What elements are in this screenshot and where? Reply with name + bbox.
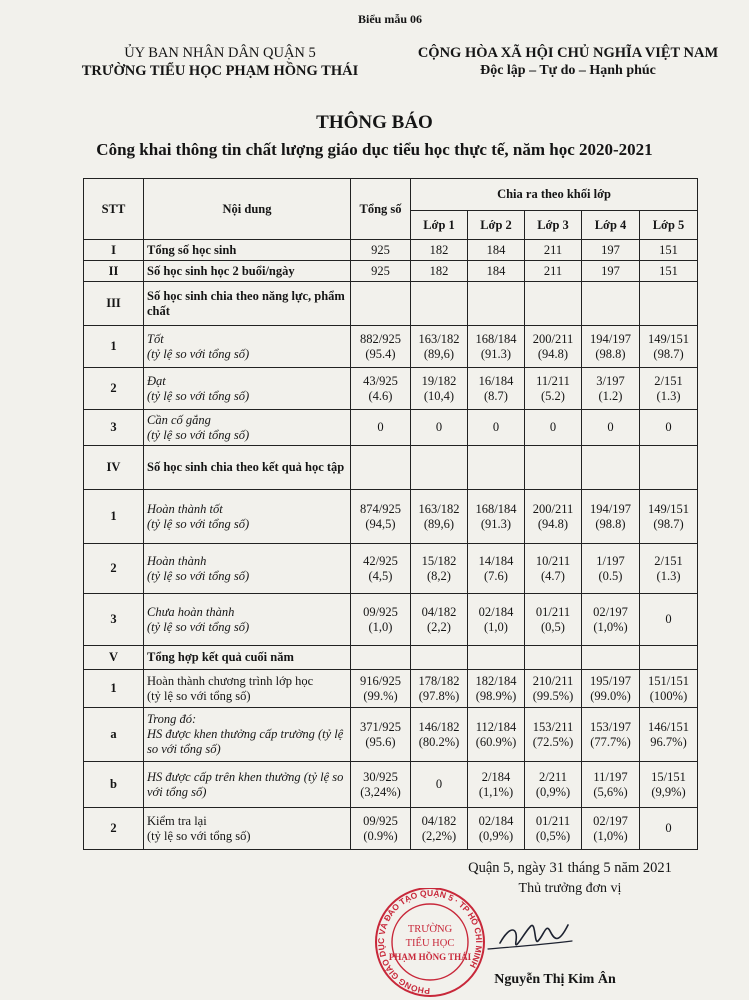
table-row — [84, 594, 698, 646]
row-content-note: (tỷ lệ so với tổng số) — [147, 346, 250, 361]
row-grade-5: 151 — [640, 240, 698, 261]
row-grade-1: 15/182 (8,2) — [411, 544, 468, 594]
header-content: Nội dung — [144, 179, 351, 240]
row-content-label: Đạt — [147, 373, 166, 388]
row-total — [351, 446, 411, 490]
row-stt: 3 — [84, 410, 144, 446]
row-content-note: (tỷ lệ so với tổng số) — [147, 619, 250, 634]
row-content-label: Số học sinh chia theo kết quả học tập — [147, 460, 345, 474]
row-grade-4: 197 — [582, 240, 640, 261]
row-content — [144, 410, 351, 446]
row-grade-5: 2/151 (1.3) — [640, 368, 698, 410]
row-content-label: Số học sinh học 2 buổi/ngày — [147, 263, 295, 278]
row-content — [144, 762, 351, 808]
row-stt: 2 — [84, 544, 144, 594]
row-grade-5: 151 — [640, 261, 698, 282]
row-content-label: Kiểm tra lại — [147, 813, 207, 828]
row-grade-4: 02/197 (1,0%) — [582, 594, 640, 646]
row-grade-5: 2/151 (1.3) — [640, 544, 698, 594]
row-grade-1: 163/182 (89,6) — [411, 326, 468, 368]
row-total: 874/925 (94,5) — [351, 490, 411, 544]
row-total: 882/925 (95.4) — [351, 326, 411, 368]
row-content — [144, 446, 351, 490]
table-row — [84, 544, 698, 594]
row-grade-5 — [640, 282, 698, 326]
row-grade-5 — [640, 646, 698, 670]
row-grade-4: 11/197 (5,6%) — [582, 762, 640, 808]
row-grade-2 — [468, 646, 525, 670]
row-grade-2: 168/184 (91.3) — [468, 490, 525, 544]
row-grade-2: 112/184 (60.9%) — [468, 708, 525, 762]
row-grade-5: 151/151 (100%) — [640, 670, 698, 708]
row-grade-5: 0 — [640, 808, 698, 850]
form-number: Biểu mẫu 06 — [357, 12, 422, 26]
row-grade-5: 15/151 (9,9%) — [640, 762, 698, 808]
row-content-label: Hoàn thành chương trình lớp học — [147, 673, 314, 688]
row-grade-1 — [411, 446, 468, 490]
row-content-label: HS được cấp trên khen thưởng (tỷ lệ so với tổng số) — [147, 769, 344, 799]
row-content — [144, 490, 351, 544]
table-row — [84, 490, 698, 544]
row-grade-1: 04/182 (2,2) — [411, 594, 468, 646]
row-grade-3: 01/211 (0,5%) — [525, 808, 582, 850]
table-row — [84, 282, 698, 326]
row-stt: II — [84, 261, 144, 282]
row-grade-2: 16/184 (8.7) — [468, 368, 525, 410]
row-content — [144, 326, 351, 368]
row-content-label: Tổng hợp kết quả cuối năm — [147, 650, 294, 664]
row-grade-4: 195/197 (99.0%) — [582, 670, 640, 708]
row-grade-1: 182 — [411, 240, 468, 261]
row-grade-4 — [582, 646, 640, 670]
header-stt: STT — [84, 179, 144, 240]
row-total: 09/925 (1,0) — [351, 594, 411, 646]
seal-line3: PHẠM HỒNG THÁI — [388, 952, 472, 962]
row-content — [144, 808, 351, 850]
row-grade-5: 0 — [640, 594, 698, 646]
seal-line1: TRƯỜNG — [407, 924, 453, 935]
row-stt: 2 — [84, 808, 144, 850]
row-content-label: Chưa hoàn thành — [147, 604, 235, 619]
row-content-label: Trong đó: HS được khen thưởng cấp trường (tỷ lệ so với tổng số) — [147, 712, 344, 756]
row-grade-1: 0 — [411, 762, 468, 808]
row-stt: 2 — [84, 368, 144, 410]
row-grade-1: 04/182 (2,2%) — [411, 808, 468, 850]
row-grade-4: 02/197 (1,0%) — [582, 808, 640, 850]
row-content — [144, 670, 351, 708]
row-grade-2: 184 — [468, 261, 525, 282]
row-grade-1: 146/182 (80.2%) — [411, 708, 468, 762]
table-row — [84, 670, 698, 708]
row-content-label: Số học sinh chia theo năng lực, phẩm chất — [147, 288, 345, 318]
row-stt: I — [84, 240, 144, 261]
row-grade-5: 149/151 (98.7) — [640, 326, 698, 368]
row-stt: 1 — [84, 326, 144, 368]
row-grade-3 — [525, 282, 582, 326]
row-content — [144, 594, 351, 646]
row-grade-3: 211 — [525, 240, 582, 261]
row-grade-5: 149/151 (98.7) — [640, 490, 698, 544]
row-stt: V — [84, 646, 144, 670]
row-content-note: (tỷ lệ so với tổng số) — [147, 516, 250, 531]
row-grade-3: 200/211 (94.8) — [525, 326, 582, 368]
document-subtitle: Công khai thông tin chất lượng giáo dục tiểu học thực tế, năm học 2020-2021 — [96, 140, 653, 159]
signing-date: Quận 5, ngày 31 tháng 5 năm 2021 — [468, 860, 672, 876]
header-grade-4: Lớp 4 — [582, 211, 640, 240]
row-grade-4: 197 — [582, 261, 640, 282]
row-grade-4: 153/197 (77.7%) — [582, 708, 640, 762]
row-total: 925 — [351, 240, 411, 261]
row-grade-5 — [640, 446, 698, 490]
row-grade-1: 182 — [411, 261, 468, 282]
row-grade-4 — [582, 282, 640, 326]
table-row — [84, 708, 698, 762]
row-content-note: (tỷ lệ so với tổng số) — [147, 568, 250, 583]
row-grade-2: 0 — [468, 410, 525, 446]
row-grade-4: 194/197 (98.8) — [582, 490, 640, 544]
row-grade-4: 1/197 (0.5) — [582, 544, 640, 594]
row-grade-3: 153/211 (72.5%) — [525, 708, 582, 762]
row-stt: 1 — [84, 670, 144, 708]
row-content-note: (tỷ lệ so với tổng số) — [147, 427, 250, 442]
row-content-note: (tỷ lệ so với tổng số) — [147, 688, 251, 703]
table-row — [84, 762, 698, 808]
document-title: THÔNG BÁO — [316, 112, 433, 133]
seal-ring-text: PHÒNG GIÁO DỤC VÀ ĐÀO TẠO QUẬN 5 · TP HỒ CHÍ MINH — [375, 888, 485, 997]
table-row — [84, 808, 698, 850]
motto: Độc lập – Tự do – Hạnh phúc — [480, 63, 656, 78]
school-name: TRƯỜNG TIỂU HỌC PHẠM HỒNG THÁI — [81, 63, 359, 79]
row-content — [144, 708, 351, 762]
row-stt: III — [84, 282, 144, 326]
quality-table — [83, 178, 698, 850]
row-grade-2: 14/184 (7.6) — [468, 544, 525, 594]
header-grade-group: Chia ra theo khối lớp — [411, 179, 698, 211]
row-grade-1: 19/182 (10,4) — [411, 368, 468, 410]
header-grade-1: Lớp 1 — [411, 211, 468, 240]
row-total — [351, 282, 411, 326]
row-total: 925 — [351, 261, 411, 282]
authority-line1: ỦY BAN NHÂN DÂN QUẬN 5 — [124, 45, 316, 61]
national-motto — [398, 44, 738, 80]
row-content-label: Cần cố gắng — [147, 412, 211, 427]
row-content-label: Tổng số học sinh — [147, 242, 237, 257]
row-content — [144, 368, 351, 410]
row-grade-2 — [468, 282, 525, 326]
row-grade-1: 163/182 (89,6) — [411, 490, 468, 544]
row-total: 09/925 (0.9%) — [351, 808, 411, 850]
row-grade-4: 194/197 (98.8) — [582, 326, 640, 368]
header-grade-3: Lớp 3 — [525, 211, 582, 240]
row-content-note: (tỷ lệ so với tổng số) — [147, 828, 251, 843]
row-grade-2: 184 — [468, 240, 525, 261]
country-name: CỘNG HÒA XÃ HỘI CHỦ NGHĨA VIỆT NAM — [417, 45, 719, 61]
header-grade-5: Lớp 5 — [640, 211, 698, 240]
handwritten-signature — [480, 905, 580, 965]
row-content — [144, 646, 351, 670]
row-grade-5: 0 — [640, 410, 698, 446]
row-content — [144, 282, 351, 326]
row-stt: b — [84, 762, 144, 808]
row-grade-3: 11/211 (5.2) — [525, 368, 582, 410]
header-grade-2: Lớp 2 — [468, 211, 525, 240]
row-content-note: (tỷ lệ so với tổng số) — [147, 388, 250, 403]
row-total: 30/925 (3,24%) — [351, 762, 411, 808]
row-total — [351, 646, 411, 670]
row-stt: IV — [84, 446, 144, 490]
row-grade-1: 178/182 (97.8%) — [411, 670, 468, 708]
row-total: 916/925 (99.%) — [351, 670, 411, 708]
row-grade-3: 01/211 (0,5) — [525, 594, 582, 646]
row-stt: 3 — [84, 594, 144, 646]
row-content-label: Hoàn thành tốt — [147, 501, 223, 516]
row-grade-3: 10/211 (4.7) — [525, 544, 582, 594]
row-grade-1 — [411, 646, 468, 670]
signer-name: Nguyễn Thị Kim Ân — [494, 972, 616, 987]
table-row — [84, 410, 698, 446]
row-total: 42/925 (4,5) — [351, 544, 411, 594]
row-grade-4: 0 — [582, 410, 640, 446]
table-row — [84, 368, 698, 410]
table-row — [84, 646, 698, 670]
row-grade-2: 2/184 (1,1%) — [468, 762, 525, 808]
row-grade-4: 3/197 (1.2) — [582, 368, 640, 410]
row-grade-2: 168/184 (91.3) — [468, 326, 525, 368]
table-row — [84, 326, 698, 368]
row-stt: 1 — [84, 490, 144, 544]
row-total: 0 — [351, 410, 411, 446]
row-total: 43/925 (4.6) — [351, 368, 411, 410]
row-grade-3: 211 — [525, 261, 582, 282]
row-content-label: Hoàn thành — [147, 553, 207, 568]
row-grade-2: 02/184 (1,0) — [468, 594, 525, 646]
row-content-label: Tốt — [147, 331, 164, 346]
header-total: Tổng số — [351, 179, 411, 240]
row-grade-1 — [411, 282, 468, 326]
row-content — [144, 261, 351, 282]
seal-line2: TIỂU HỌC — [405, 938, 455, 949]
signer-role: Thủ trưởng đơn vị — [518, 881, 622, 896]
row-stt: a — [84, 708, 144, 762]
row-grade-3 — [525, 646, 582, 670]
row-grade-5: 146/151 96.7%) — [640, 708, 698, 762]
table-row — [84, 446, 698, 490]
row-grade-3: 2/211 (0,9%) — [525, 762, 582, 808]
row-grade-2: 02/184 (0,9%) — [468, 808, 525, 850]
table-row — [84, 240, 698, 261]
table-row — [84, 261, 698, 282]
row-content — [144, 544, 351, 594]
row-grade-2 — [468, 446, 525, 490]
row-grade-3: 210/211 (99.5%) — [525, 670, 582, 708]
row-grade-3: 200/211 (94.8) — [525, 490, 582, 544]
row-grade-4 — [582, 446, 640, 490]
issuing-authority — [60, 44, 380, 80]
row-grade-3: 0 — [525, 410, 582, 446]
row-grade-3 — [525, 446, 582, 490]
row-total: 371/925 (95.6) — [351, 708, 411, 762]
row-grade-1: 0 — [411, 410, 468, 446]
row-grade-2: 182/184 (98.9%) — [468, 670, 525, 708]
row-content — [144, 240, 351, 261]
